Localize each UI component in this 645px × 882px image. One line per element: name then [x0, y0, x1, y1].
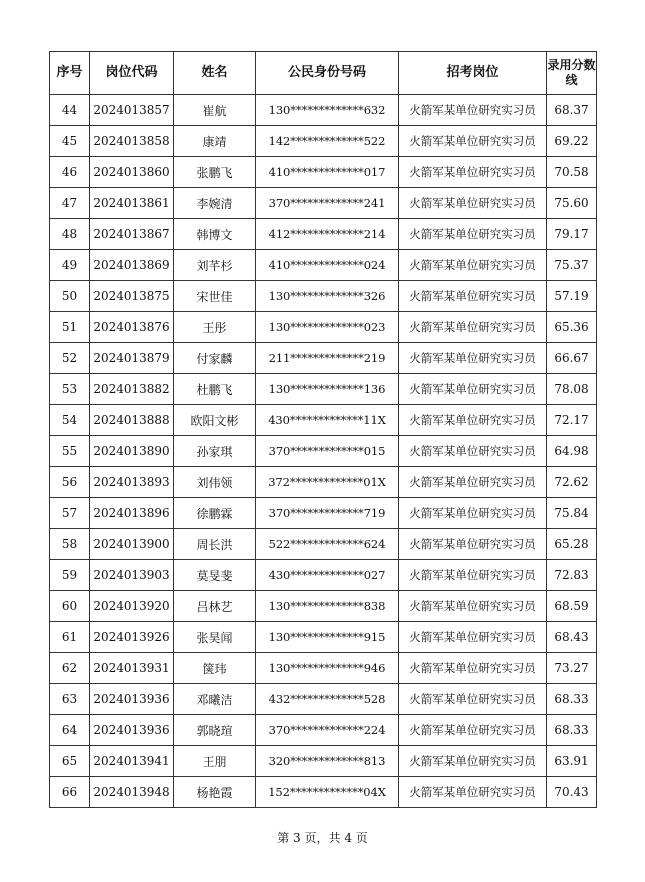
cell-id: 522*************624 — [256, 529, 399, 560]
table-row — [50, 746, 597, 777]
table-row — [50, 560, 597, 591]
cell-code: 2024013860 — [90, 157, 174, 188]
cell-post: 火箭军某单位研究实习员 — [399, 715, 547, 746]
cell-seq: 54 — [50, 405, 90, 436]
cell-post: 火箭军某单位研究实习员 — [399, 157, 547, 188]
table-row — [50, 467, 597, 498]
cell-seq: 46 — [50, 157, 90, 188]
cell-name: 孙家琪 — [174, 436, 256, 467]
header-score: 录用分数线 — [547, 52, 597, 95]
cell-id: 410*************017 — [256, 157, 399, 188]
cell-score: 68.33 — [547, 684, 597, 715]
cell-post: 火箭军某单位研究实习员 — [399, 467, 547, 498]
cell-seq: 61 — [50, 622, 90, 653]
cell-seq: 50 — [50, 281, 90, 312]
table-row — [50, 405, 597, 436]
cell-score: 75.84 — [547, 498, 597, 529]
cell-name: 崔航 — [174, 95, 256, 126]
cell-id: 370*************015 — [256, 436, 399, 467]
cell-name: 莫旻斐 — [174, 560, 256, 591]
cell-name: 徐鹏霖 — [174, 498, 256, 529]
table-row — [50, 436, 597, 467]
cell-name: 邓曦洁 — [174, 684, 256, 715]
cell-name: 杨艳霞 — [174, 777, 256, 808]
cell-id: 130*************326 — [256, 281, 399, 312]
cell-post: 火箭军某单位研究实习员 — [399, 374, 547, 405]
table-row — [50, 157, 597, 188]
cell-seq: 60 — [50, 591, 90, 622]
table-row — [50, 250, 597, 281]
table-row — [50, 715, 597, 746]
cell-seq: 57 — [50, 498, 90, 529]
cell-code: 2024013900 — [90, 529, 174, 560]
cell-code: 2024013893 — [90, 467, 174, 498]
cell-seq: 59 — [50, 560, 90, 591]
cell-id: 410*************024 — [256, 250, 399, 281]
cell-name: 刘芊杉 — [174, 250, 256, 281]
cell-seq: 52 — [50, 343, 90, 374]
table-row — [50, 343, 597, 374]
cell-code: 2024013931 — [90, 653, 174, 684]
cell-code: 2024013879 — [90, 343, 174, 374]
cell-name: 韩博文 — [174, 219, 256, 250]
cell-name: 周长洪 — [174, 529, 256, 560]
cell-seq: 48 — [50, 219, 90, 250]
table-row — [50, 653, 597, 684]
cell-name: 吕林艺 — [174, 591, 256, 622]
cell-name: 郭晓瑄 — [174, 715, 256, 746]
cell-post: 火箭军某单位研究实习员 — [399, 622, 547, 653]
table-row — [50, 622, 597, 653]
cell-name: 康靖 — [174, 126, 256, 157]
cell-score: 72.83 — [547, 560, 597, 591]
cell-score: 69.22 — [547, 126, 597, 157]
cell-seq: 49 — [50, 250, 90, 281]
cell-seq: 55 — [50, 436, 90, 467]
cell-name: 李婉清 — [174, 188, 256, 219]
cell-post: 火箭军某单位研究实习员 — [399, 188, 547, 219]
table-row — [50, 188, 597, 219]
cell-name: 宋世佳 — [174, 281, 256, 312]
cell-code: 2024013875 — [90, 281, 174, 312]
cell-id: 412*************214 — [256, 219, 399, 250]
cell-code: 2024013926 — [90, 622, 174, 653]
cell-name: 欧阳文彬 — [174, 405, 256, 436]
cell-code: 2024013861 — [90, 188, 174, 219]
cell-score: 68.59 — [547, 591, 597, 622]
table-row — [50, 591, 597, 622]
cell-id: 370*************241 — [256, 188, 399, 219]
cell-id: 130*************023 — [256, 312, 399, 343]
cell-score: 65.36 — [547, 312, 597, 343]
header-id: 公民身份号码 — [256, 52, 399, 95]
cell-id: 142*************522 — [256, 126, 399, 157]
table-row — [50, 498, 597, 529]
cell-id: 430*************027 — [256, 560, 399, 591]
cell-name: 杜鹏飞 — [174, 374, 256, 405]
cell-score: 75.37 — [547, 250, 597, 281]
cell-seq: 45 — [50, 126, 90, 157]
cell-post: 火箭军某单位研究实习员 — [399, 529, 547, 560]
cell-name: 王朋 — [174, 746, 256, 777]
cell-code: 2024013903 — [90, 560, 174, 591]
cell-name: 王彤 — [174, 312, 256, 343]
cell-seq: 64 — [50, 715, 90, 746]
table-row — [50, 777, 597, 808]
cell-id: 372*************01X — [256, 467, 399, 498]
cell-post: 火箭军某单位研究实习员 — [399, 95, 547, 126]
cell-post: 火箭军某单位研究实习员 — [399, 746, 547, 777]
cell-score: 65.28 — [547, 529, 597, 560]
table-header-row — [50, 52, 597, 95]
cell-name: 张鹏飞 — [174, 157, 256, 188]
cell-score: 70.58 — [547, 157, 597, 188]
header-code: 岗位代码 — [90, 52, 174, 95]
cell-score: 64.98 — [547, 436, 597, 467]
results-table — [49, 51, 597, 808]
cell-id: 130*************946 — [256, 653, 399, 684]
table-row — [50, 312, 597, 343]
cell-code: 2024013936 — [90, 715, 174, 746]
cell-seq: 47 — [50, 188, 90, 219]
table-row — [50, 684, 597, 715]
cell-post: 火箭军某单位研究实习员 — [399, 219, 547, 250]
cell-score: 72.62 — [547, 467, 597, 498]
table-row — [50, 95, 597, 126]
cell-post: 火箭军某单位研究实习员 — [399, 126, 547, 157]
cell-score: 63.91 — [547, 746, 597, 777]
table-row — [50, 529, 597, 560]
cell-code: 2024013896 — [90, 498, 174, 529]
cell-id: 430*************11X — [256, 405, 399, 436]
cell-id: 370*************719 — [256, 498, 399, 529]
cell-score: 75.60 — [547, 188, 597, 219]
cell-code: 2024013890 — [90, 436, 174, 467]
cell-id: 152*************04X — [256, 777, 399, 808]
cell-post: 火箭军某单位研究实习员 — [399, 250, 547, 281]
cell-code: 2024013857 — [90, 95, 174, 126]
cell-post: 火箭军某单位研究实习员 — [399, 281, 547, 312]
cell-post: 火箭军某单位研究实习员 — [399, 312, 547, 343]
cell-seq: 58 — [50, 529, 90, 560]
cell-score: 68.43 — [547, 622, 597, 653]
cell-seq: 62 — [50, 653, 90, 684]
cell-score: 79.17 — [547, 219, 597, 250]
page-footer: 第 3 页，共 4 页 — [277, 831, 368, 845]
header-seq: 序号 — [50, 52, 90, 95]
cell-code: 2024013948 — [90, 777, 174, 808]
cell-code: 2024013876 — [90, 312, 174, 343]
cell-code: 2024013882 — [90, 374, 174, 405]
cell-seq: 63 — [50, 684, 90, 715]
cell-code: 2024013858 — [90, 126, 174, 157]
cell-post: 火箭军某单位研究实习员 — [399, 343, 547, 374]
cell-code: 2024013920 — [90, 591, 174, 622]
cell-post: 火箭军某单位研究实习员 — [399, 436, 547, 467]
cell-post: 火箭军某单位研究实习员 — [399, 560, 547, 591]
cell-name: 刘伟领 — [174, 467, 256, 498]
cell-code: 2024013888 — [90, 405, 174, 436]
cell-seq: 51 — [50, 312, 90, 343]
cell-seq: 66 — [50, 777, 90, 808]
cell-name: 张昊闻 — [174, 622, 256, 653]
cell-id: 130*************136 — [256, 374, 399, 405]
cell-post: 火箭军某单位研究实习员 — [399, 405, 547, 436]
cell-code: 2024013869 — [90, 250, 174, 281]
cell-post: 火箭军某单位研究实习员 — [399, 653, 547, 684]
cell-score: 70.43 — [547, 777, 597, 808]
cell-id: 130*************838 — [256, 591, 399, 622]
cell-id: 432*************528 — [256, 684, 399, 715]
cell-post: 火箭军某单位研究实习员 — [399, 684, 547, 715]
cell-code: 2024013867 — [90, 219, 174, 250]
cell-score: 66.67 — [547, 343, 597, 374]
cell-code: 2024013941 — [90, 746, 174, 777]
cell-name: 箧玮 — [174, 653, 256, 684]
header-post: 招考岗位 — [399, 52, 547, 95]
cell-post: 火箭军某单位研究实习员 — [399, 777, 547, 808]
table-row — [50, 281, 597, 312]
cell-score: 72.17 — [547, 405, 597, 436]
cell-id: 211*************219 — [256, 343, 399, 374]
cell-score: 78.08 — [547, 374, 597, 405]
cell-score: 68.37 — [547, 95, 597, 126]
table-row — [50, 219, 597, 250]
table-body — [50, 95, 597, 808]
cell-id: 130*************632 — [256, 95, 399, 126]
cell-post: 火箭军某单位研究实习员 — [399, 498, 547, 529]
cell-seq: 65 — [50, 746, 90, 777]
cell-seq: 44 — [50, 95, 90, 126]
cell-post: 火箭军某单位研究实习员 — [399, 591, 547, 622]
cell-code: 2024013936 — [90, 684, 174, 715]
cell-score: 68.33 — [547, 715, 597, 746]
cell-seq: 56 — [50, 467, 90, 498]
cell-id: 320*************813 — [256, 746, 399, 777]
cell-id: 130*************915 — [256, 622, 399, 653]
cell-id: 370*************224 — [256, 715, 399, 746]
table-row — [50, 126, 597, 157]
cell-seq: 53 — [50, 374, 90, 405]
cell-score: 57.19 — [547, 281, 597, 312]
cell-name: 付家麟 — [174, 343, 256, 374]
table-row — [50, 374, 597, 405]
header-name: 姓名 — [174, 52, 256, 95]
cell-score: 73.27 — [547, 653, 597, 684]
